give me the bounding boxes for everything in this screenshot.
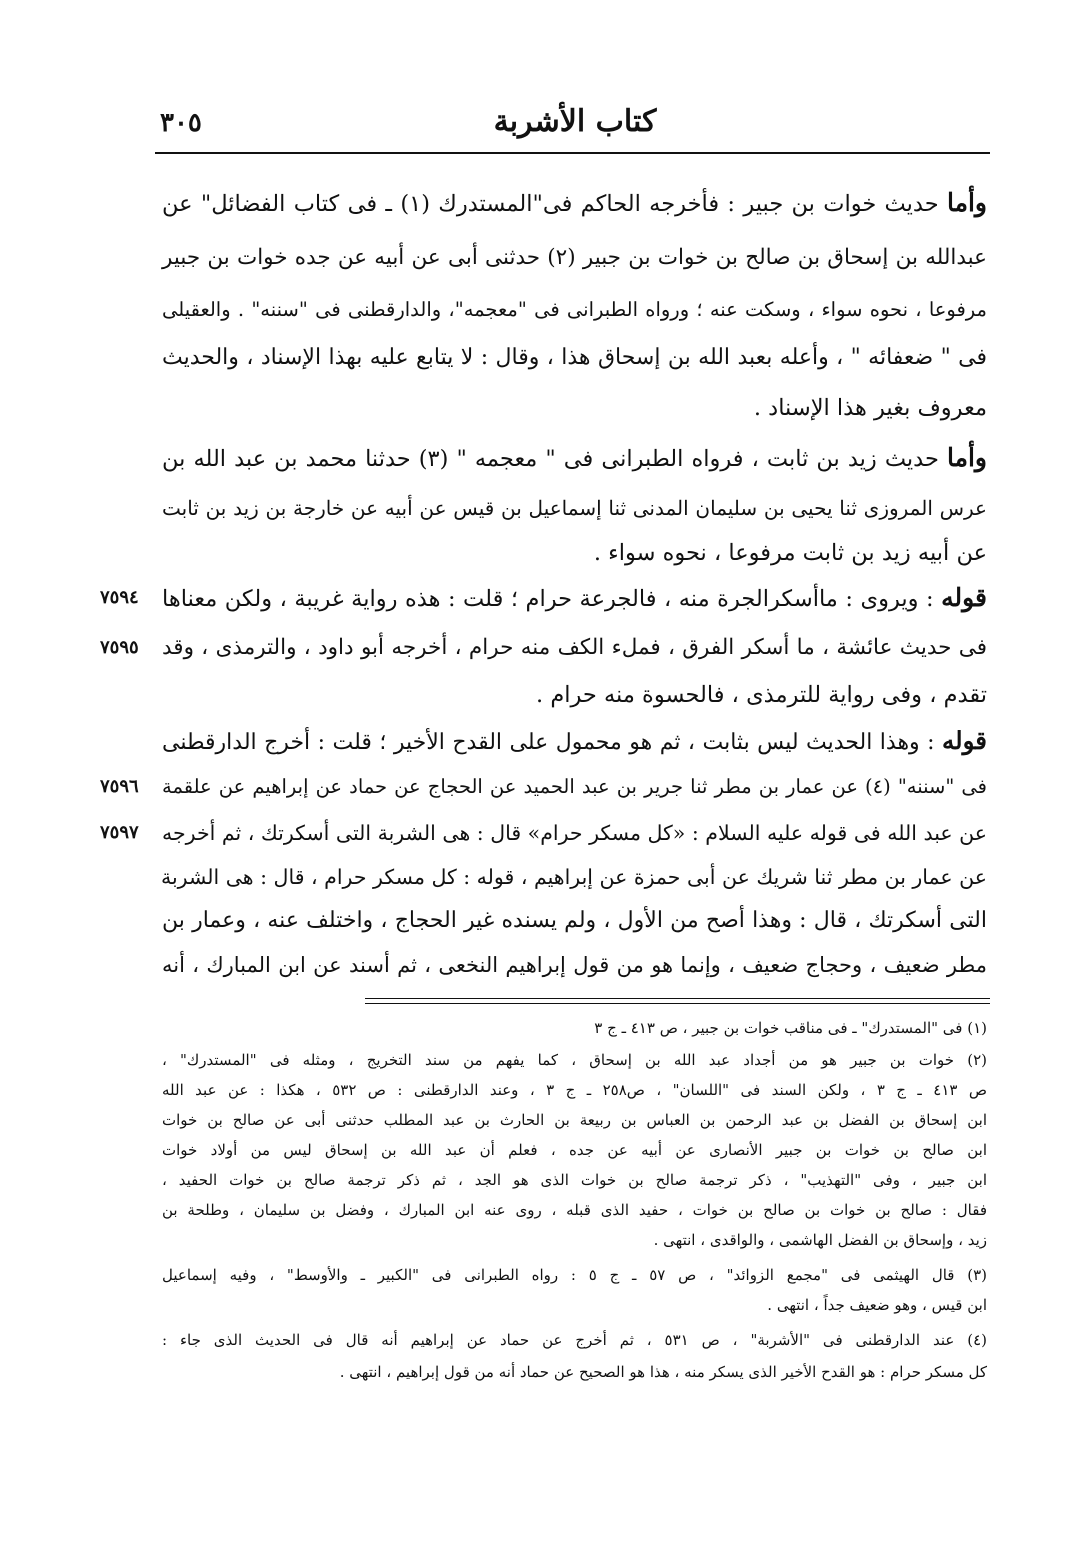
paragraph-lead: قوله	[942, 726, 988, 755]
footnote-line: فقال : صالح بن خوات بن صالح بن خوات ، حفيد الذى قبله ، روى عنه ابن المبارك ، وفضل بن سليمان ، وطلحة بن	[162, 1201, 987, 1219]
text-line-16: التى أسكرتك ، قال : وهذا أصح من الأول ، ولم يسنده غير الحجاج ، واختلف عنه ، وعمار بن	[162, 908, 987, 933]
text-line-13: فى "سننه" (٤) عن عمار بن مطر ثنا جرير بن عبد الحميد عن الحجاج عن حماد عن إبراهيم عن علقمة	[162, 775, 987, 798]
text-line-1: وأما حديث خوات بن جبير : فأخرجه الحاكم فى"المستدرك (١) ـ فى كتاب الفضائل" عن	[162, 188, 987, 217]
paragraph-lead: قوله	[941, 583, 987, 612]
page-number: ٣٠٥	[160, 108, 202, 138]
text-line-6: وأما حديث زيد بن ثابت ، فرواه الطبرانى فى " معجمه " (٣) حدثنا محمد بن عبد الله بن	[162, 443, 987, 472]
text-line-7: عرس المروزى ثنا يحيى بن سليمان المدنى ثنا إسماعيل بن قيس عن أبيه عن خارجة بن زيد بن ثابت	[162, 496, 987, 520]
text-line-4: فى " ضعفائه " ، وأعله بعبد الله بن إسحاق هذا ، وقال : لا يتابع عليه بهذا الإسناد ، والحديث	[162, 345, 987, 370]
footnote-line: (٣) قال الهيثمى فى "مجمع الزوائد" ، ص ٥٧ ـ ج ٥ : رواه الطبرانى فى "الكبير ـ والأوسط" ، وفيه إسماعيل	[162, 1266, 987, 1284]
footnote-line: ابن إسحاق بن الفضل بن عبد الرحمن بن العباس بن ربيعة بن الحارث بن عبد المطلب حدثنى أبى عن صالح بن خوات	[162, 1111, 987, 1129]
text-line-12: قوله : وهذا الحديث ليس بثابت ، ثم هو محمول على القدح الأخير ؛ قلت : أخرج الدارقطنى	[162, 726, 988, 755]
footnote-line: ص ٤١٣ ـ ج ٣ ، ولكن السند فى "اللسان" ، ص٢٥٨ ـ ج ٣ ، وعند الدارقطنى : ص ٥٣٢ ، هكذا : عن عبد الله	[162, 1081, 988, 1099]
footnote-line: (٤) عند الدارقطنى فى "الأشربة" ، ص ٥٣١ ، ثم أخرج عن حماد عن إبراهيم أنه قال فى الحديث الذى جاء :	[162, 1331, 988, 1349]
margin-number: ٧٥٩٧	[100, 822, 139, 843]
text-line-17: مطر ضعيف ، وحجاج ضعيف ، وإنما هو من قول إبراهيم النخعى ، ثم أسند عن ابن المبارك ، أنه	[162, 953, 987, 977]
footnote-line: (١) فى "المستدرك" ـ فى مناقب خوات بن جبير ، ص ٤١٣ ـ ج ٣	[594, 1019, 987, 1037]
text-line-9: قوله : ويروى : ماأسكرالجرة منه ، فالجرعة حرام ؛ قلت : هذه رواية غريبة ، ولكن معناها	[162, 583, 987, 612]
footnote-line: ابن جبير ، وفى "التهذيب" ، ذكر ترجمة صالح بن خوات الذى هو الجد ، ثم ذكر ترجمة صالح بن خوات الحفيد ،	[162, 1171, 987, 1189]
running-header	[160, 100, 990, 150]
running-title: كتاب الأشربة	[493, 104, 657, 139]
margin-number: ٧٥٩٦	[100, 776, 139, 797]
footnote-line: كل مسكر حرام : هو القدح الأخير الذى يسكر منه ، هذا هو الصحيح عن حماد أنه من قول إبراهيم ، انتهى .	[339, 1363, 987, 1381]
text-line-5: معروف بغير هذا الإسناد .	[753, 395, 987, 421]
footnote-line: (٢) خوات بن جبير هو من أجداد عبد الله بن إسحاق ، كما يفهم من سند التخريج ، ومثله فى "المستدرك" ،	[162, 1051, 987, 1069]
text-line-15: عن عمار بن مطر ثنا شريك عن أبى حمزة عن إبراهيم ، قوله : كل مسكر حرام ، قال : هى الشربة	[160, 865, 987, 889]
footnote-line: زيد ، وإسحاق بن الفضل الهاشمى ، والواقدى ، انتهى .	[653, 1231, 987, 1249]
margin-number: ٧٥٩٤	[100, 587, 139, 608]
text-line-14: عن عبد الله فى قوله عليه السلام : «كل مسكر حرام» قال : هى الشربة التى أسكرتك ، ثم أخرجه	[162, 821, 987, 845]
footnote-line: ابن صالح بن خوات بن جبير الأنصارى عن أبيه عن جده ، فعلم أن عبد الله بن إسحاق ليس من أولاد خوات	[162, 1141, 987, 1159]
margin-number: ٧٥٩٥	[100, 637, 139, 658]
footnote-rule	[365, 998, 990, 1004]
footnote-line: ابن قيس ، وهو ضعيف جداً ، انتهى .	[767, 1296, 987, 1314]
text-line-11: تقدم ، وفى رواية للترمذى ، فالحسوة منه حرام .	[536, 682, 987, 708]
paragraph-lead: وأما	[946, 443, 987, 472]
text-line-8: عن أبيه زيد بن ثابت مرفوعا ، نحوه سواء .	[593, 540, 987, 566]
text-line-2: عبدالله بن إسحاق بن صالح بن خوات بن جبير (٢) حدثنى أبى عن أبيه عن جده خوات بن جبير	[162, 245, 987, 270]
text-line-10: فى حديث عائشة ، ما أسكر الفرق ، فملء الكف منه حرام ، أخرجه أبو داود ، والترمذى ، وقد	[162, 635, 987, 660]
paragraph-lead: وأما	[946, 188, 987, 217]
header-rule	[155, 152, 990, 154]
text-line-3: مرفوعا ، نحوه سواء ، وسكت عنه ؛ ورواه الطبرانى فى "معجمه"، والدارقطنى فى "سننه" . والعقيلى	[162, 298, 987, 321]
